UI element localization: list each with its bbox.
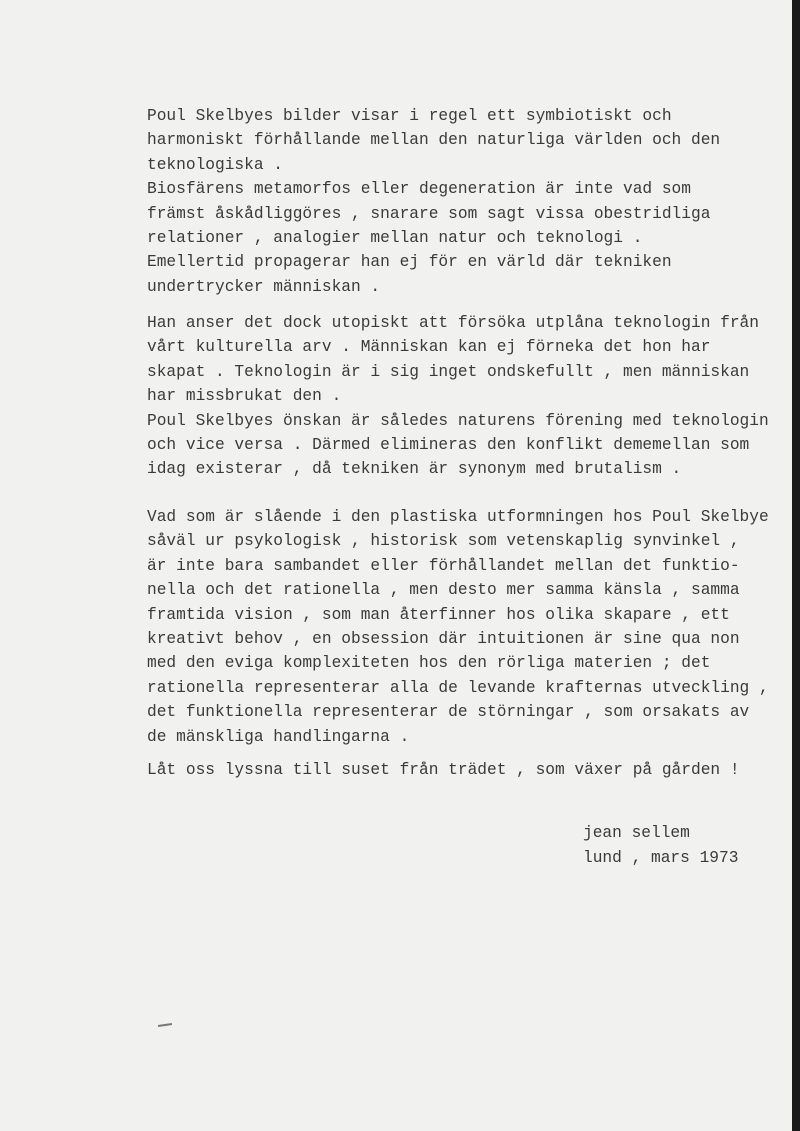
text-line: är inte bara sambandet eller förhållandet mellan det funktio- [147,556,740,575]
signature-place-date: lund , mars 1973 [583,849,739,867]
text-line: undertrycker människan . [147,277,381,296]
text-line: Poul Skelbyes bilder visar i regel ett symbiotiskt och [147,107,672,125]
text-line: Biosfärens metamorfos eller degeneration är inte vad som [147,180,691,199]
text-line: med den eviga komplexiteten hos den rörliga materien ; det [147,654,711,673]
text-line: främst åskådliggöres , snarare som sagt vissa obestridliga [147,204,711,223]
text-line: Emellertid propagerar han ej för en värld där tekniken [147,253,672,272]
text-line: teknologiska . [147,155,283,174]
text-line: skapat . Teknologin är i sig inget ondskefullt , men människan [147,362,750,381]
text-line: Poul Skelbyes önskan är således naturens förening med teknologin [147,411,769,430]
text-line: det funktionella representerar de störningar , som orsakats av [147,703,750,722]
text-line: rationella representerar alla de levande krafternas utveckling , [147,678,769,697]
text-line: vårt kulturella arv . Människan kan ej förneka det hon har [147,338,711,357]
text-line: framtida vision , som man återfinner hos olika skapare , ett [147,605,730,624]
text-line: relationer , analogier mellan natur och teknologi . [147,229,643,247]
text-line: de mänskliga handlingarna . [147,727,410,746]
text-line: såväl ur psykologisk , historisk som vetenskaplig synvinkel , [147,532,740,551]
text-line: nella och det rationella , men desto mer samma känsla , samma [147,581,740,600]
text-line: kreativt behov , en obsession där intuitionen är sine qua non [147,630,740,648]
text-line: har missbrukat den . [147,387,342,406]
stray-mark [158,1023,172,1027]
text-line: Han anser det dock utopiskt att försöka utplåna teknologin från [147,314,759,332]
signature-name: jean sellem [583,824,690,842]
text-line: Låt oss lyssna till suset från trädet , som växer på gården ! [147,761,740,779]
text-line: harmoniskt förhållande mellan den naturliga världen och den [147,131,721,150]
text-line: idag existerar , då tekniken är synonym med brutalism . [147,460,682,479]
scan-edge [792,0,800,1131]
text-line: Vad som är slående i den plastiska utformningen hos Poul Skelbye [147,508,769,526]
text-line: och vice versa . Därmed elimineras den konflikt dememellan som [147,436,750,454]
